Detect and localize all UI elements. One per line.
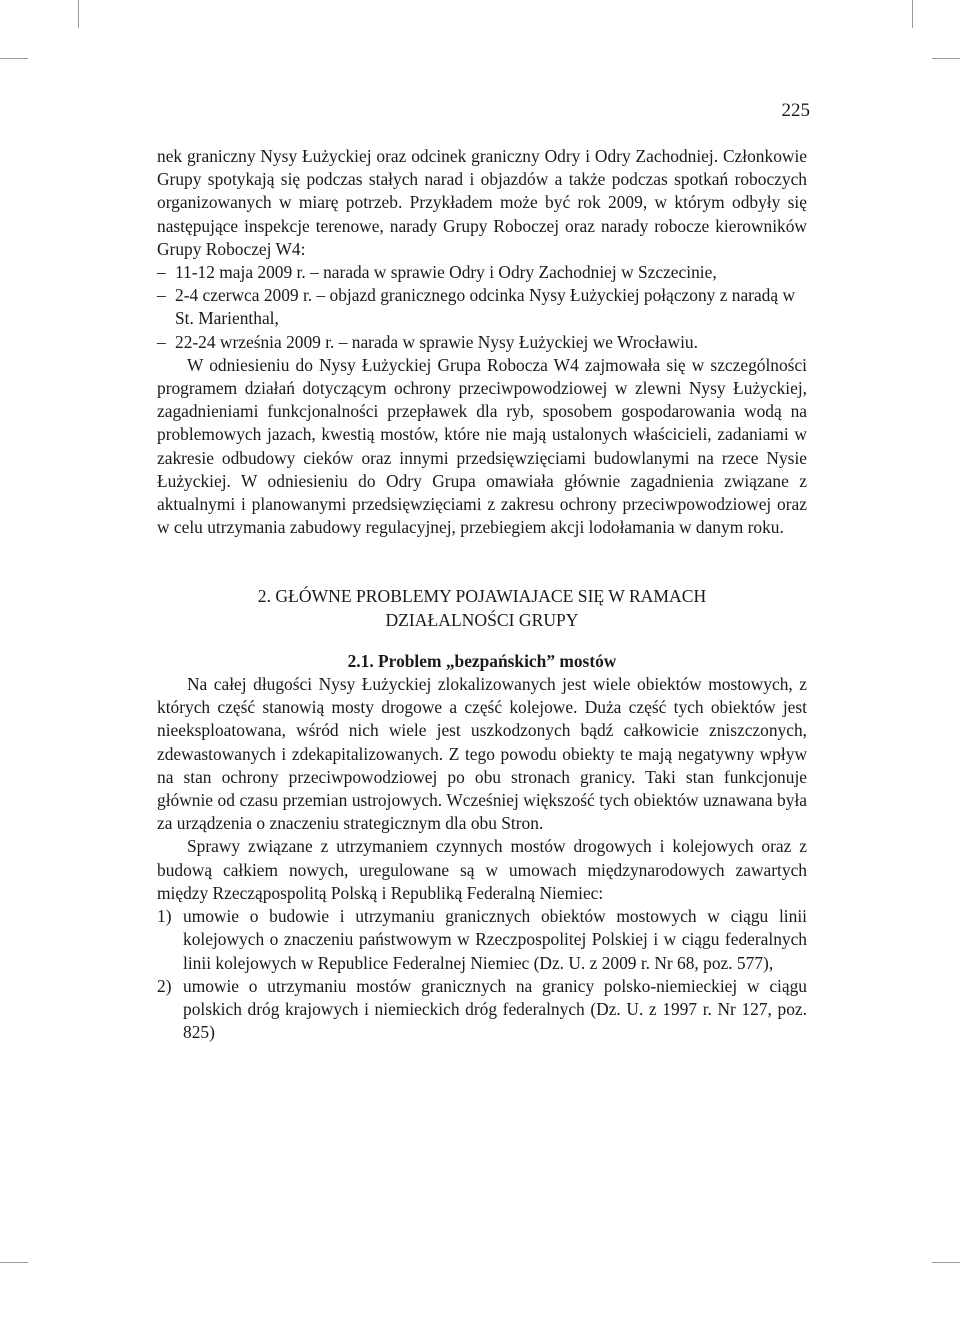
crop-mark: [78, 0, 79, 28]
list-item: – 22-24 września 2009 r. – narada w sprawie Nysy Łużyckiej we Wrocławiu.: [157, 331, 698, 352]
crop-mark: [932, 58, 960, 59]
agreements-list: [157, 905, 807, 1044]
crop-mark: [0, 58, 28, 59]
crop-mark: [0, 1262, 28, 1263]
page-body: [157, 145, 807, 1044]
subsection-heading: 2.1. Problem „bezpańskich” mostów: [347, 650, 617, 671]
section-heading: 2. GŁÓWNE PROBLEMY POJAWIAJACE SIĘ W RAMACH DZIAŁALNOŚCI GRUPY: [257, 586, 707, 630]
list-item: 2) umowie o utrzymaniu mostów granicznych na granicy polsko-niemieckiej w ciągu polskich dróg krajowych i niemieckich dróg federalnych (Dz. U. z 1997 r. Nr 127, poz. 825): [157, 975, 807, 1043]
list-item: – 11-12 maja 2009 r. – narada w sprawie Odry i Odry Zachodniej w Szczecinie,: [157, 262, 717, 283]
crop-mark: [912, 0, 913, 28]
list-item: 1) umowie o budowie i utrzymaniu granicznych obiektów mostowych w ciągu linii kolejowych o znaczeniu państwowym w Rzeczpospolitej Polskiej i w ciągu federalnych linii kolejowych w Republice Federalnej Niemiec (Dz. U. z 2009 r. Nr 68, poz. 577),: [157, 906, 807, 973]
crop-mark: [932, 1262, 960, 1263]
body-paragraph: Na całej długości Nysy Łużyckiej zlokalizowanych jest wiele obiektów mostowych, z których część stanowią mosty drogowe a część kolejowe. Duża część tych obiektów jest nieeksploatowana, wśród nich wiele jest uszkodzonych bądź całkowicie zniszczonych, zdewastowanych i zdekapitalizowanych. Z tego powodu obiekty te mają negatywny wpływ na stan ochrony przeciwpowodziowej po obu stronach granicy. Taki stan funkcjonuje głównie od czasu przemian ustrojowych. Wcześniej większość tych obiektów uznawana była za urządzenia o znaczeniu strategicznym dla obu Stron.: [157, 674, 807, 834]
page-number: 225: [781, 100, 810, 121]
inspection-list: [157, 261, 807, 354]
list-item: – 2-4 czerwca 2009 r. – objazd granicznego odcinka Nysy Łużyckiej połączony z naradą w St. Marienthal,: [157, 285, 796, 329]
intro-paragraph: nek graniczny Nysy Łużyckiej oraz odcinek graniczny Odry i Odry Zachodniej. Członkowie Grupy spotykają się podczas stałych narad i objazdów a także podczas spotkań roboczych organizowanych w miarę potrzeb. Przykładem może być rok 2009, w którym odbyły się następujące inspekcje terenowe, narady Grupy Roboczej oraz narady robocze kierowników Grupy Roboczej W4:: [157, 146, 807, 259]
body-paragraph: Sprawy związane z utrzymaniem czynnych mostów drogowych i kolejowych oraz z budową całkiem nowych, uregulowane są w umowach międzynarodowych zawartych między Rzecząpospolitą Polską i Republiką Federalną Niemiec:: [157, 836, 807, 903]
body-paragraph: W odniesieniu do Nysy Łużyckiej Grupa Robocza W4 zajmowała się w szczególności programem działań dotyczącym ochrony przeciwpowodziowej w zlewni Nysy Łużyckiej, zagadnieniami funkcjonalności przepławek dla ryb, sposobem gospodarowania wodą na problemowych jazach, kwestią mostów, które nie mają ustalonych właścicieli, zadaniami w zakresie odbudowy cieków oraz innymi przedsięwzięciami budowlanymi na rzece Nysie Łużyckiej. W odniesieniu do Odry Grupa omawiała głównie zagadnienia związane z aktualnymi i planowanymi przedsięwzięciami z zakresu ochrony przeciwpowodziowej oraz w celu utrzymania zabudowy regulacyjnej, przebiegiem akcji lodołamania w danym roku.: [157, 354, 807, 538]
